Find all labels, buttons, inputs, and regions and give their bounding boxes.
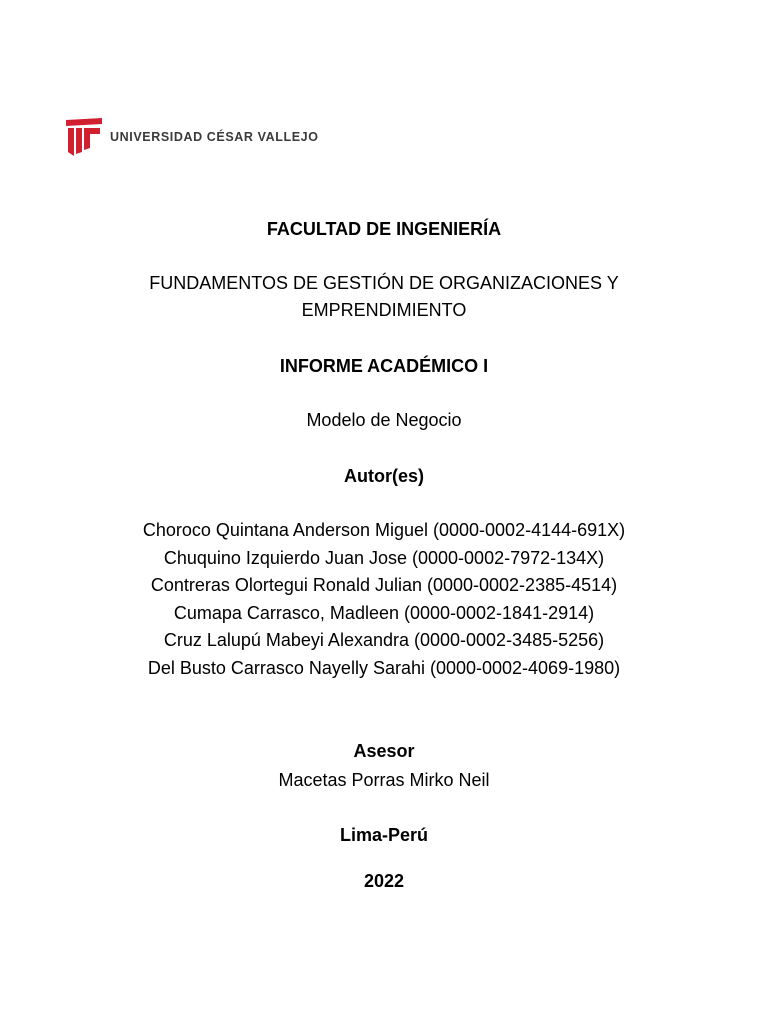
author-item: Del Busto Carrasco Nayelly Sarahi (0000-0002-4069-1980) bbox=[147, 657, 621, 678]
authors-list bbox=[0, 517, 768, 683]
author-item: Contreras Olortegui Ronald Julian (0000-0002-2385-4514) bbox=[150, 575, 618, 596]
author-item: Cumapa Carrasco, Madleen (0000-0002-1841-2914) bbox=[173, 602, 595, 623]
author-item: Cruz Lalupú Mabeyi Alexandra (0000-0002-3485-5256) bbox=[163, 630, 605, 651]
university-name: UNIVERSIDAD CÉSAR VALLEJO bbox=[110, 130, 319, 144]
location: Lima-Perú bbox=[339, 825, 429, 845]
author-item: Chuquino Izquierdo Juan Jose (0000-0002-7972-134X) bbox=[163, 547, 605, 568]
authors-heading: Autor(es) bbox=[344, 466, 424, 486]
faculty-title: FACULTAD DE INGENIERÍA bbox=[266, 219, 502, 239]
course-title-line-2: EMPRENDIMIENTO bbox=[301, 300, 467, 320]
university-logo bbox=[66, 118, 319, 156]
course-title-line-1: FUNDAMENTOS DE GESTIÓN DE ORGANIZACIONES Y bbox=[149, 273, 619, 293]
advisor-name: Macetas Porras Mirko Neil bbox=[278, 770, 490, 790]
year: 2022 bbox=[363, 871, 405, 891]
author-item: Choroco Quintana Anderson Miguel (0000-0002-4144-691X) bbox=[142, 520, 626, 540]
course-title bbox=[84, 270, 684, 324]
report-subtitle: Modelo de Negocio bbox=[306, 410, 462, 430]
advisor-heading: Asesor bbox=[353, 741, 415, 761]
report-title: INFORME ACADÉMICO I bbox=[279, 356, 489, 376]
ucv-emblem-icon bbox=[66, 118, 102, 156]
